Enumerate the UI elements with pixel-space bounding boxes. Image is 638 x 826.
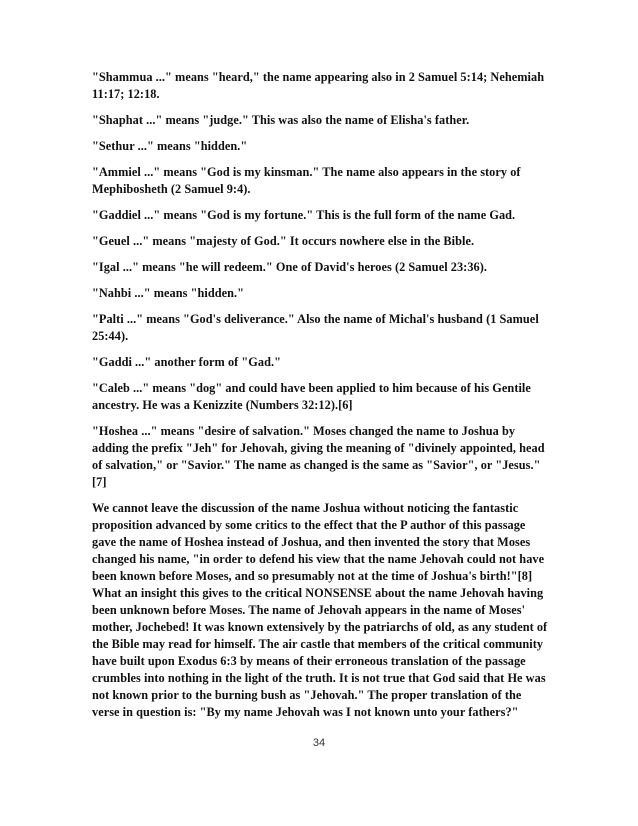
paragraph-hoshea: "Hoshea ..." means "desire of salvation." Moses changed the name to Joshua by adding the prefix "Jeh" for Jehovah, giving the meaning of "divinely appointed, head of salvation," or "Savior." The name as changed is the same as "Savior", or "Jesus."[7] <box>92 424 545 489</box>
paragraph-joshua-discussion: We cannot leave the discussion of the name Joshua without noticing the fantastic proposition advanced by some critics to the effect that the P author of this passage gave the name of Hoshea instead of Joshua, and then invented the story that Moses changed his name, "in order to defend his view that the name Jehovah could not have been known before Moses, and so presumably not at the time of Joshua's birth!"[8] What an insight this gives to the critical NONSENSE about the name Jehovah having been unknown before Moses. The name of Jehovah appears in the name of Moses' mother, Jochebed! It was known extensively by the patriarchs of old, as any student of the Bible may read for himself. The air castle that members of the critical community have built upon Exodus 6:3 by means of their erroneous translation of the passage crumbles into nothing in the light of the truth. It is not true that God said that He was not known prior to the burning bush as "Jehovah." The proper translation of the verse in question is: "By my name Jehovah was I not known unto your fathers?" <box>92 501 548 719</box>
paragraph-sethur: "Sethur ..." means "hidden." <box>92 139 248 153</box>
paragraph-igal: "Igal ..." means "he will redeem." One of David's heroes (2 Samuel 23:36). <box>92 260 487 274</box>
paragraph-caleb: "Caleb ..." means "dog" and could have been applied to him because of his Gentile ancestry. He was a Kenizzite (Numbers 32:12).[6] <box>92 381 531 412</box>
paragraph-shammua: "Shammua ..." means "heard," the name appearing also in 2 Samuel 5:14; Nehemiah 11:17; 12:18. <box>92 70 545 101</box>
paragraph-nahbi: "Nahbi ..." means "hidden." <box>92 286 245 300</box>
paragraph-ammiel: "Ammiel ..." means "God is my kinsman." The name also appears in the story of Mephibosheth (2 Samuel 9:4). <box>92 165 521 196</box>
paragraph-geuel: "Geuel ..." means "majesty of God." It occurs nowhere else in the Bible. <box>92 234 475 248</box>
paragraph-gaddiel: "Gaddiel ..." means "God is my fortune." This is the full form of the name Gad. <box>92 208 516 222</box>
page-body <box>92 69 550 730</box>
paragraph-shaphat: "Shaphat ..." means "judge." This was also the name of Elisha's father. <box>92 113 470 127</box>
paragraph-palti: "Palti ..." means "God's deliverance." Also the name of Michal's husband (1 Samuel 25:44). <box>92 312 539 343</box>
page-number: 34 <box>312 737 326 749</box>
paragraph-gaddi: "Gaddi ..." another form of "Gad." <box>92 355 281 369</box>
